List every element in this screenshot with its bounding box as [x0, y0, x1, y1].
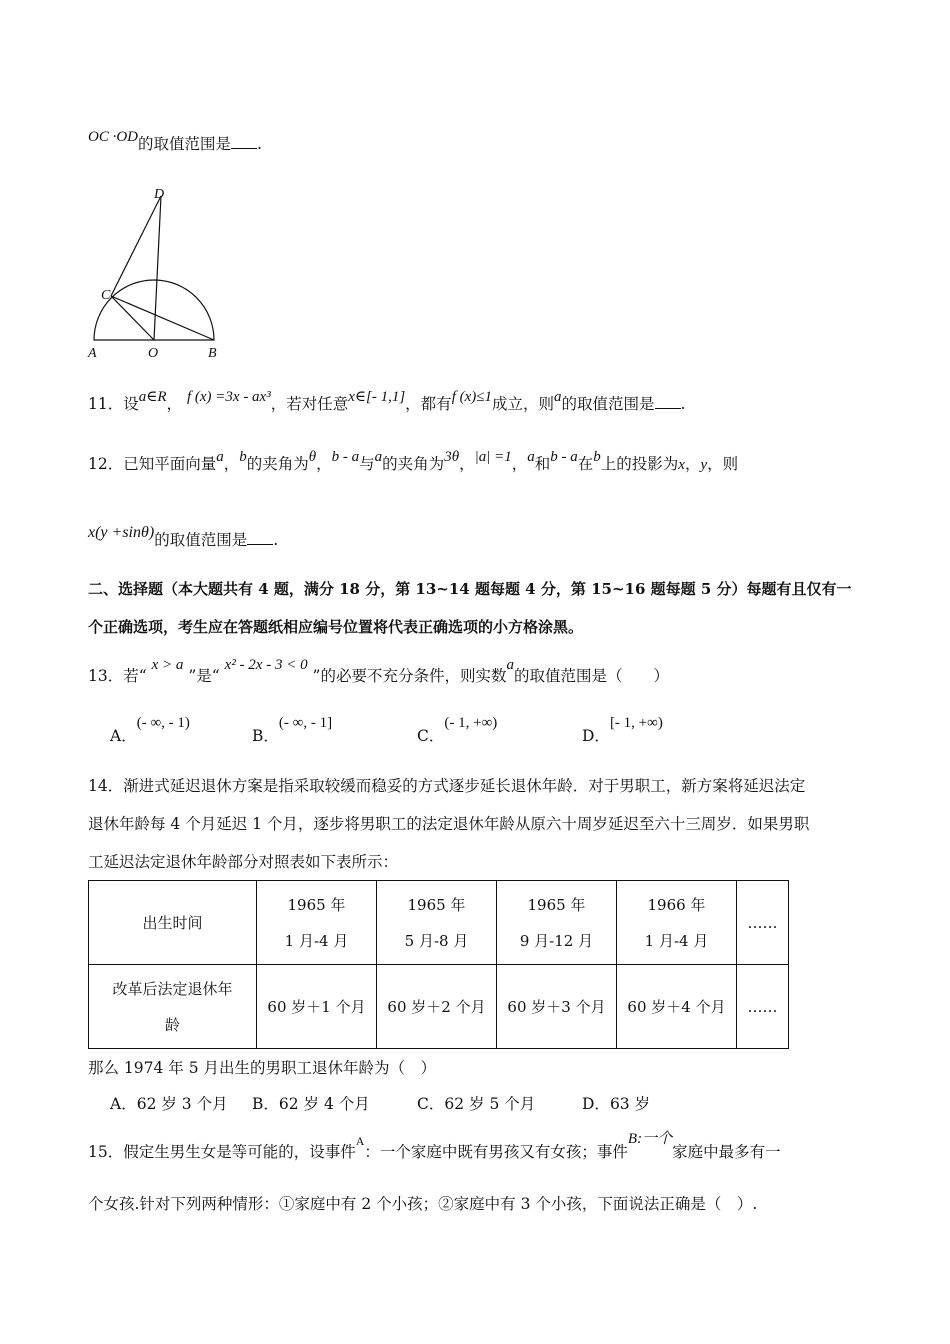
- question-14-line3: 工延迟法定退休年龄部分对照表如下表所示：: [88, 853, 399, 871]
- table-cell: 1965 年 9 月-12 月: [497, 881, 617, 965]
- q13-option-a: A．(- ∞, - 1): [110, 715, 190, 745]
- segment-do: [154, 196, 161, 340]
- table-header-birth: 出生时间: [89, 881, 257, 965]
- section-2-heading-line2: 个正确选项，考生应在答题纸相应编号位置将代表正确选项的小方格涂黑。: [88, 618, 584, 636]
- table-cell-ellipsis: ……: [737, 881, 789, 965]
- question-14-line2: 退休年龄每 4 个月延迟 1 个月，逐步将男职工的法定退休年龄从原六十周岁延迟至六十三周岁．如果男职: [88, 815, 810, 833]
- q14-option-a: A．62 岁 3 个月: [110, 1095, 228, 1113]
- q10-expression: OC ·OD: [88, 129, 139, 145]
- q13-option-b: B．(- ∞, - 1]: [252, 715, 333, 745]
- condition-2: x² - 2x - 3 < 0: [224, 657, 308, 673]
- condition-1: x > a: [151, 657, 184, 673]
- table-cell: 1965 年 1 月-4 月: [257, 881, 377, 965]
- q10-text: 的取值范围是: [138, 135, 232, 153]
- table-cell: 1966 年 1 月-4 月: [617, 881, 737, 965]
- table-cell: 60 岁＋1 个月: [257, 965, 377, 1049]
- event-a: A: [355, 1134, 365, 1148]
- q10-line: OC ·OD的取值范围是 .: [88, 129, 262, 153]
- question-14-prompt: 那么 1974 年 5 月出生的男职工退休年龄为（ ）: [88, 1059, 437, 1077]
- table-header-age: 改革后法定退休年 龄: [89, 965, 257, 1049]
- event-b: B:一个: [627, 1131, 673, 1147]
- segment-co: [111, 296, 154, 340]
- q10-figure: [84, 182, 234, 362]
- table-row: [89, 965, 789, 1049]
- answer-blank: [655, 394, 681, 409]
- retirement-table: [88, 880, 789, 1049]
- question-12: 12．已知平面向量a，b的夹角为θ，b - a与a的夹角为3θ，|a| =1，a和b - a在b上的投影为x，y，则: [88, 449, 739, 473]
- answer-blank: [247, 530, 273, 545]
- question-11: 11．设a∈R， f (x) =3x - ax³，若对任意x∈[- 1,1]，都有f (x)≤1成立，则a的取值范围是 .: [88, 389, 686, 413]
- label-a: A: [88, 346, 97, 361]
- a-in-r: a∈R: [138, 389, 167, 405]
- question-14-line1: 14．渐进式延迟退休方案是指采取较缓而稳妥的方式逐步延长退休年龄．对于男职工，新方案将延迟法定: [88, 777, 806, 795]
- table-cell: 60 岁＋2 个月: [377, 965, 497, 1049]
- q14-option-d: D．63 岁: [582, 1095, 651, 1113]
- function-f: f (x) =3x - ax³: [186, 389, 271, 405]
- question-15-line2: 个女孩.针对下列两种情形：①家庭中有 2 个小孩；②家庭中有 3 个小孩，下面说法正确是（ ）.: [88, 1195, 758, 1213]
- domain: x∈[- 1,1]: [348, 389, 406, 405]
- q13-option-c: C．(- 1, +∞): [417, 715, 498, 745]
- label-b: B: [208, 346, 217, 361]
- q12-expression: x(y +sinθ): [88, 524, 155, 541]
- answer-blank: [231, 134, 257, 149]
- condition: f (x)≤1: [451, 389, 492, 405]
- question-13: 13．若“ x > a ”是“ x² - 2x - 3 < 0 ”的必要不充分条件，则实数a的取值范围是（ ）: [88, 657, 669, 685]
- label-d: D: [154, 187, 165, 202]
- label-o: O: [148, 346, 159, 361]
- table-cell: 60 岁＋3 个月: [497, 965, 617, 1049]
- segment-cb: [111, 296, 214, 340]
- q13-option-d: D．[- 1, +∞): [582, 715, 663, 745]
- table-cell: 60 岁＋4 个月: [617, 965, 737, 1049]
- table-row: [89, 881, 789, 965]
- question-15-line1: 15．假定生男生女是等可能的，设事件$^A$：一个家庭中既有男孩又有女孩；事件B:一个家庭中最多有一: [88, 1131, 781, 1161]
- q14-option-b: B．62 岁 4 个月: [252, 1095, 370, 1113]
- table-cell-ellipsis: ……: [737, 965, 789, 1049]
- section-2-heading-line1: 二、选择题（本大题共有 4 题，满分 18 分，第 13~14 题每题 4 分，第 15~16 题每题 5 分）每题有且仅有一: [88, 580, 852, 598]
- segment-cd: [111, 196, 161, 296]
- label-c: C: [101, 288, 111, 303]
- question-12-line2: x(y +sinθ)的取值范围是 .: [88, 524, 279, 549]
- q14-option-c: C．62 岁 5 个月: [417, 1095, 536, 1113]
- table-cell: 1965 年 5 月-8 月: [377, 881, 497, 965]
